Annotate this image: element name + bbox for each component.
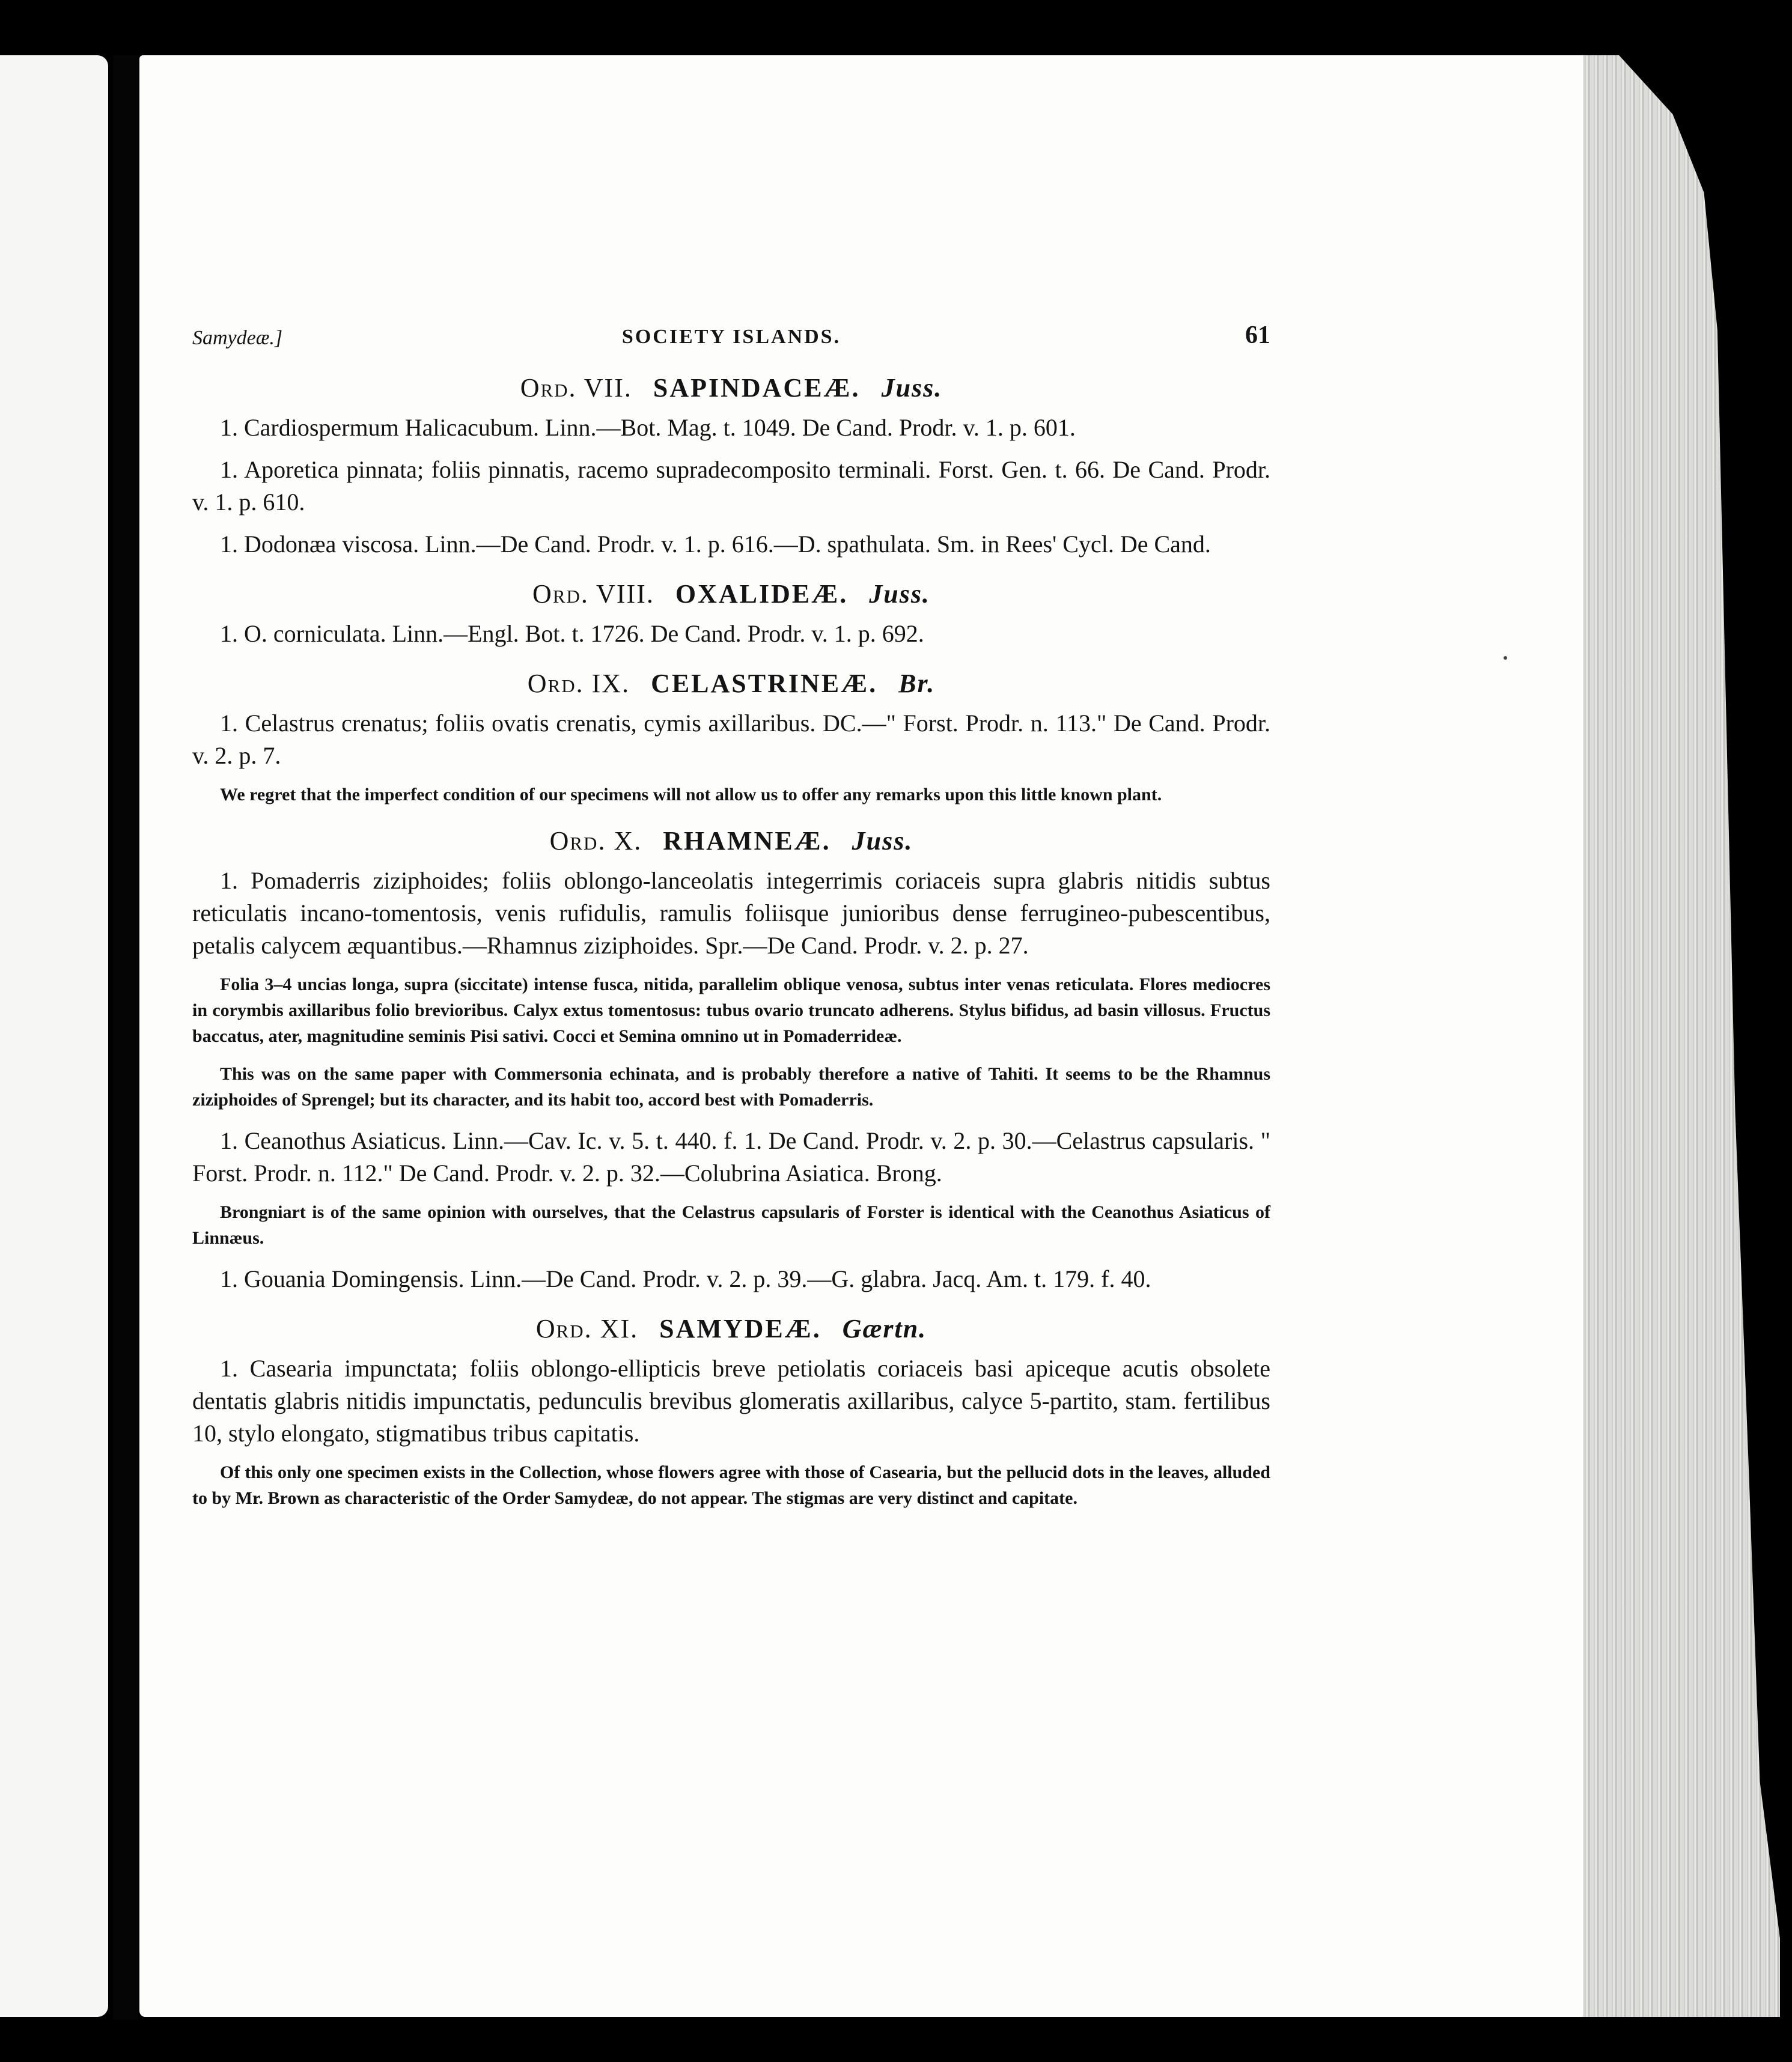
order-name: SAPINDACEÆ. bbox=[653, 373, 861, 403]
note-paragraph: Of this only one specimen exists in the Collection, whose flowers agree with those of Casearia, but the pellucid dots in the leaves, alluded to by Mr. Brown as characteristic of the Order Samydeæ, do not appear. The stigmas are very distinct and capitate. bbox=[192, 1462, 1270, 1508]
header-title: SOCIETY ISLANDS. bbox=[621, 326, 841, 348]
species-entry: 1. Casearia impunctata; foliis oblongo-ellipticis breve petiolatis coriaceis basi apiceque acutis obsolete dentatis glabris nitidis impunctatis, pedunculis brevibus glomeratis axillaribus, calyce 5-partito, stam. fertilibus 10, stylo elongato, stigmatibus tribus capitatis. bbox=[192, 1355, 1270, 1447]
species-entry: 1. Aporetica pinnata; foliis pinnatis, racemo supradecomposito terminali. Forst. Gen. t. 66. De Cand. Prodr. v. 1. p. 610. bbox=[192, 456, 1270, 516]
note-paragraph: We regret that the imperfect condition of our specimens will not allow us to offer any remarks upon this little known plant. bbox=[220, 785, 1162, 804]
order-numeral: XI. bbox=[600, 1314, 639, 1343]
order-prefix: Ord. bbox=[520, 373, 577, 403]
species-entry: 1. Gouania Domingensis. Linn.—De Cand. Prodr. v. 2. p. 39.—G. glabra. Jacq. Am. t. 179. f. 40. bbox=[220, 1265, 1151, 1292]
species-entry: 1. Dodonæa viscosa. Linn.—De Cand. Prodr. v. 1. p. 616.—D. spathulata. Sm. in Rees' Cycl. De Cand. bbox=[220, 531, 1211, 558]
order-heading bbox=[192, 1313, 1270, 1344]
left-page-edge bbox=[0, 55, 108, 2017]
page-content bbox=[192, 318, 1270, 1523]
note-paragraph: This was on the same paper with Commersonia echinata, and is probably therefore a native of Tahiti. It seems to be the Rhamnus ziziphoides of Sprengel; but its character, and its habit too, accord best with Pomaderris. bbox=[192, 1064, 1270, 1110]
species-entry: 1. Ceanothus Asiaticus. Linn.—Cav. Ic. v. 5. t. 440. f. 1. De Cand. Prodr. v. 2. p. 30.—Celastrus capsularis. " Forst. Prodr. n. 112." De Cand. Prodr. v. 2. p. 32.—Colubrina Asiatica. Brong. bbox=[192, 1127, 1270, 1187]
order-heading bbox=[192, 579, 1270, 609]
species-entry: 1. Celastrus crenatus; foliis ovatis crenatis, cymis axillaribus. DC.—" Forst. Prodr. n. 113." De Cand. Prodr. v. 2. p. 7. bbox=[192, 710, 1270, 769]
order-author: Gærtn. bbox=[842, 1314, 927, 1343]
header-section: Samydeæ.] bbox=[192, 327, 283, 349]
order-numeral: X. bbox=[614, 826, 642, 856]
running-header bbox=[192, 318, 1270, 354]
order-prefix: Ord. bbox=[527, 669, 584, 698]
order-author: Br. bbox=[898, 669, 936, 698]
species-entry: 1. Pomaderris ziziphoides; foliis oblongo-lanceolatis integerrimis coriaceis supra glabris nitidis subtus reticulatis incano-tomentosis, venis rufidulis, ramulis foliisque junioribus dense ferrugineo-pubescentibus, petalis calycem æquantibus.—Rhamnus ziziphoides. Spr.—De Cand. Prodr. v. 2. p. 27. bbox=[192, 867, 1270, 959]
order-prefix: Ord. bbox=[532, 579, 589, 609]
order-heading bbox=[192, 826, 1270, 856]
order-name: CELASTRINEÆ. bbox=[651, 669, 878, 698]
order-name: SAMYDEÆ. bbox=[659, 1314, 821, 1343]
order-prefix: Ord. bbox=[549, 826, 606, 856]
order-name: RHAMNEÆ. bbox=[663, 826, 831, 856]
order-author: Juss. bbox=[881, 373, 943, 403]
order-prefix: Ord. bbox=[535, 1314, 593, 1343]
species-entry: 1. O. corniculata. Linn.—Engl. Bot. t. 1726. De Cand. Prodr. v. 1. p. 692. bbox=[220, 620, 924, 647]
order-heading bbox=[192, 373, 1270, 403]
order-numeral: IX. bbox=[591, 669, 630, 698]
note-paragraph: Brongniart is of the same opinion with ourselves, that the Celastrus capsularis of Forster is identical with the Ceanothus Asiaticus of Linnæus. bbox=[192, 1202, 1270, 1248]
order-heading bbox=[192, 668, 1270, 699]
sections bbox=[192, 373, 1270, 1511]
order-numeral: VII. bbox=[584, 373, 632, 403]
page-number: 61 bbox=[1245, 321, 1270, 349]
species-entry: 1. Cardiospermum Halicacubum. Linn.—Bot. Mag. t. 1049. De Cand. Prodr. v. 1. p. 601. bbox=[220, 414, 1076, 441]
order-numeral: VIII. bbox=[596, 579, 654, 609]
order-author: Juss. bbox=[852, 826, 913, 856]
note-paragraph: Folia 3–4 uncias longa, supra (siccitate) intense fusca, nitida, parallelim oblique venosa, subtus inter venas reticulata. Flores mediocres in corymbis axillaribus folio brevioribus. Calyx extus tomentosus: tubus ovario truncato adherens. Stylus bifidus, ad basin villosus. Fructus baccatus, ater, magnitudine seminis Pisi sativi. Cocci et Semina omnino ut in Pomaderrideæ. bbox=[192, 975, 1270, 1046]
book-gutter bbox=[113, 55, 138, 2020]
order-name: OXALIDEÆ. bbox=[675, 579, 849, 609]
page-stack-edge bbox=[1556, 55, 1780, 2017]
ink-speck bbox=[1504, 656, 1507, 660]
order-author: Juss. bbox=[869, 579, 930, 609]
